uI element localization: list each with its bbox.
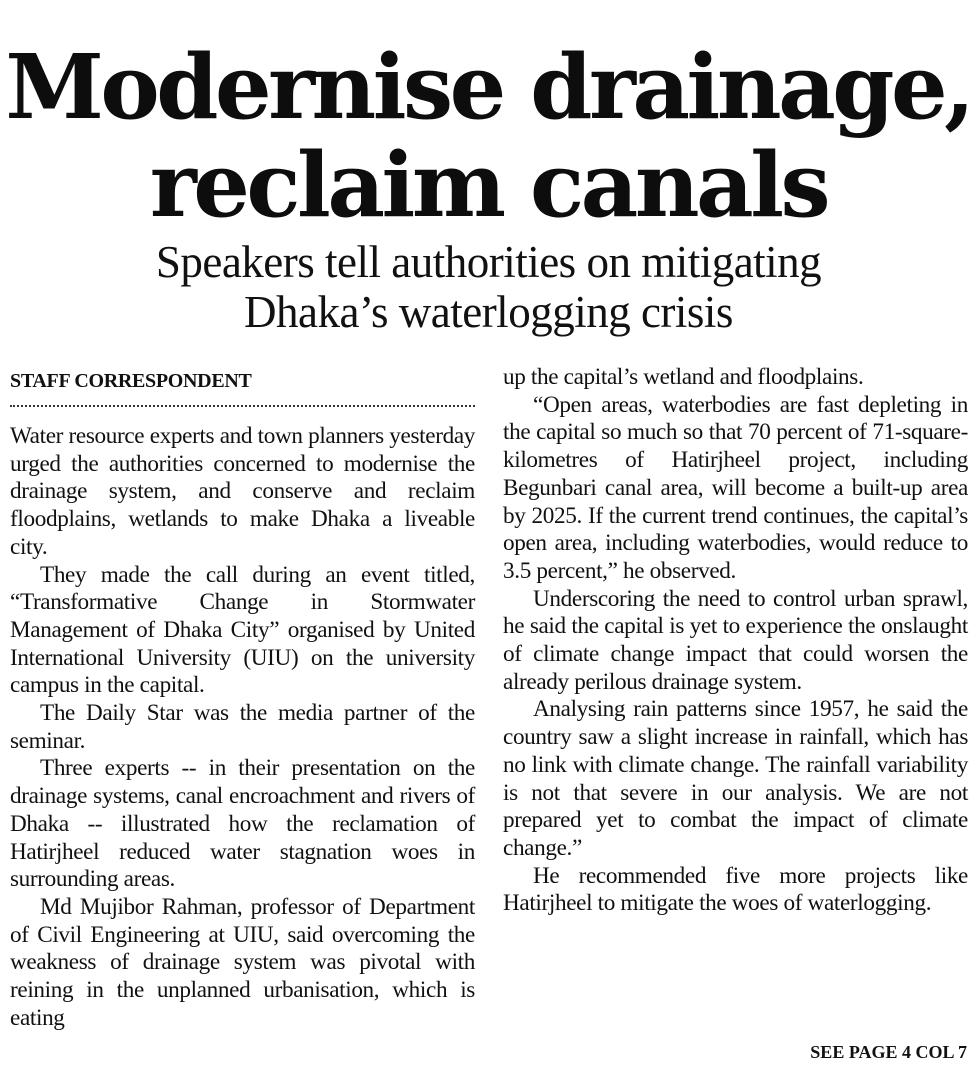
paragraph: Underscoring the need to control urban sprawl, he said the capital is yet to experience the onslaught of climate change impact that could worsen the already perilous drainage system. bbox=[503, 585, 968, 695]
subheadline-line-1: Speakers tell authorities on mitigating bbox=[155, 237, 822, 287]
paragraph: He recommended five more projects like Hatirjheel to mitigate the woes of waterlogging. bbox=[503, 862, 968, 917]
byline-divider bbox=[10, 405, 475, 407]
headline bbox=[0, 34, 977, 237]
paragraph: “Open areas, waterbodies are fast depleting in the capital so much so that 70 percent of 71-square-kilometres of Hatirjheel project, including Begunbari canal area, will become a built-up area by 2025. If the current trend continues, the capital’s open area, including waterbodies, would reduce to 3.5 percent,” he observed. bbox=[503, 391, 968, 584]
headline-line-1: Modernise drainage, bbox=[5, 34, 972, 139]
paragraph: The Daily Star was the media partner of the seminar. bbox=[10, 700, 475, 754]
paragraph: Analysing rain patterns since 1957, he said the country saw a slight increase in rainfall, which has no link with climate change. The rainfall variability is not that severe in our analysis. We are not prepared yet to combat the impact of climate change.” bbox=[503, 696, 968, 861]
paragraph: Three experts -- in their presentation on the drainage systems, canal encroachment and rivers of Dhaka -- illustrated how the reclamation of Hatirjheel reduced water stagnation woes in surrounding areas. bbox=[10, 755, 475, 893]
paragraph: Md Mujibor Rahman, professor of Department of Civil Engineering at UIU, said overcoming the weakness of drainage system was pivotal with reining in the unplanned urbanisation, which is eating bbox=[10, 893, 475, 1031]
article-column-left bbox=[10, 423, 475, 1032]
subheadline-line-2: Dhaka’s waterlogging crisis bbox=[244, 287, 733, 337]
paragraph: They made the call during an event titled, “Transformative Change in Stormwater Management of Dhaka City” organised by United International University (UIU) on the university campus in the capital. bbox=[10, 561, 475, 699]
paragraph: Water resource experts and town planners yesterday urged the authorities concerned to modernise the drainage system, and conserve and reclaim floodplains, wetlands to make Dhaka a liveable city. bbox=[10, 423, 475, 560]
headline-line-2: reclaim canals bbox=[149, 132, 828, 237]
article-column-right bbox=[503, 364, 968, 918]
continued-on-page-link[interactable]: SEE PAGE 4 COL 7 bbox=[810, 1042, 967, 1062]
byline: STAFF CORRESPONDENT bbox=[10, 370, 252, 392]
paragraph-continuation: up the capital’s wetland and floodplains. bbox=[503, 364, 864, 390]
subheadline bbox=[0, 237, 977, 337]
